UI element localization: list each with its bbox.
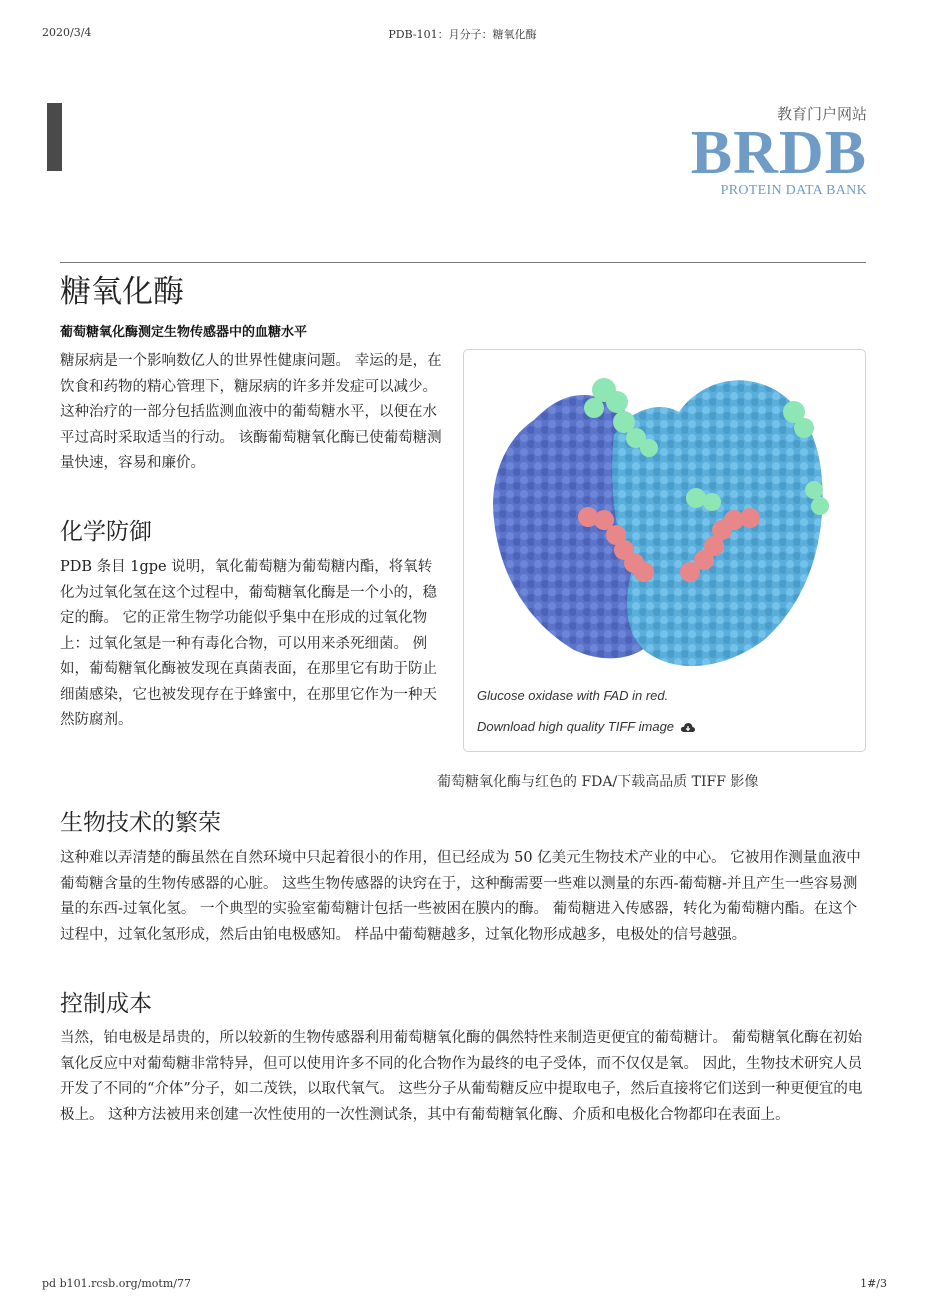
molecule-figure xyxy=(463,349,866,752)
section-body-cost-control: 当然，铂电极是昂贵的，所以较新的生物传感器利用葡萄糖氧化酶的偶然特性来制造更便宜的葡萄糖计。 葡萄糖氧化酶在初始氧化反应中对葡萄糖非常特异，但可以使用许多不同的化合物作为最终的电子受体，而不仅仅是氧。 因此，生物技术研究人员开发了不同的“介体”分子，如二茂铁，以取代氧气。 这些分子从葡萄糖反应中提取电子，然后直接将它们送到一种更便宜的电极上。 这种方法被用来创建一次性使用的一次性测试条，其中有葡萄糖氧化酶、介质和电极化合物都印在表面上。 xyxy=(60,1030,863,1123)
section-body-biotech-boom: 这种难以弄清楚的酶虽然在自然环境中只起着很小的作用，但已经成为 50 亿美元生物技术产业的中心。 它被用作测量血液中葡萄糖含量的生物传感器的心脏。 这些生物传感器的诀窍在于，这种酶需要一些难以测量的东西-葡萄糖-并且产生一些容易测量的东西-过氧化氢。 一个典型的实验室葡萄糖计包括一些被困在膜内的酶。 葡萄糖进入传感器，转化为葡萄糖内酯。在这个过程中，过氧化氢形成，然后由铂电极感知。 样品中葡萄糖越多，过氧化物形成越多，电极处的信号越强。 xyxy=(60,850,861,943)
section-heading-biotech-boom: 生物技术的繁荣 xyxy=(60,810,221,836)
logo-wordmark: BRDB xyxy=(690,119,867,187)
logo-subtitle: PROTEIN DATA BANK xyxy=(720,183,867,198)
download-label: Download high quality TIFF image xyxy=(477,719,675,734)
logo-tagline: 教育门户网站 xyxy=(776,105,867,123)
page-title: 糖氧化酶 xyxy=(60,274,184,310)
cloud-download-icon[interactable] xyxy=(680,721,696,733)
figure-caption-translation: 葡萄糖氧化酶与红色的 FDA/下载高品质 TIFF 影像 xyxy=(437,774,759,790)
glucose-oxidase-illustration xyxy=(464,350,865,680)
section-body-chemical-defense: PDB 条目 1gpe 说明，氧化葡萄糖为葡萄糖内酯，将氧转化为过氧化氢在这个过程中，葡萄糖氧化酶是一个小的，稳定的酶。 它的正常生物学功能似乎集中在形成的过氧化物上：过氧化氢是一种有毒化合物，可以用来杀死细菌。 例如，葡萄糖氧化酶被发现在真菌表面，在那里它有助于防止细菌感染，它也被发现存在于蜂蜜中，在那里它作为一种天然防腐剂。 xyxy=(60,559,437,728)
print-page-title: PDB-101：月分子：糖氧化酶 xyxy=(388,28,537,41)
print-url: pd b101.rcsb.org/motm/77 xyxy=(42,1277,191,1290)
intro-paragraph: 糖尿病是一个影响数亿人的世界性健康问题。 幸运的是，在饮食和药物的精心管理下，糖尿病的许多并发症可以减少。 这种治疗的一部分包括监测血液中的葡萄糖水平，以便在水平过高时采取适当的行动。 该酶葡萄糖氧化酶已使葡萄糖测量快速，容易和廉价。 xyxy=(60,353,442,471)
site-logo[interactable] xyxy=(691,103,867,199)
page-subtitle: 葡萄糖氧化酶测定生物传感器中的血糖水平 xyxy=(60,325,308,340)
print-date: 2020/3/4 xyxy=(42,26,92,39)
title-divider xyxy=(60,262,866,263)
decorative-bar xyxy=(47,103,62,171)
section-heading-chemical-defense: 化学防御 xyxy=(60,519,152,545)
download-tiff-link[interactable] xyxy=(477,719,696,734)
print-page-number: 1#/3 xyxy=(860,1277,887,1290)
section-heading-cost-control: 控制成本 xyxy=(60,991,152,1017)
figure-caption: Glucose oxidase with FAD in red. xyxy=(477,688,669,703)
